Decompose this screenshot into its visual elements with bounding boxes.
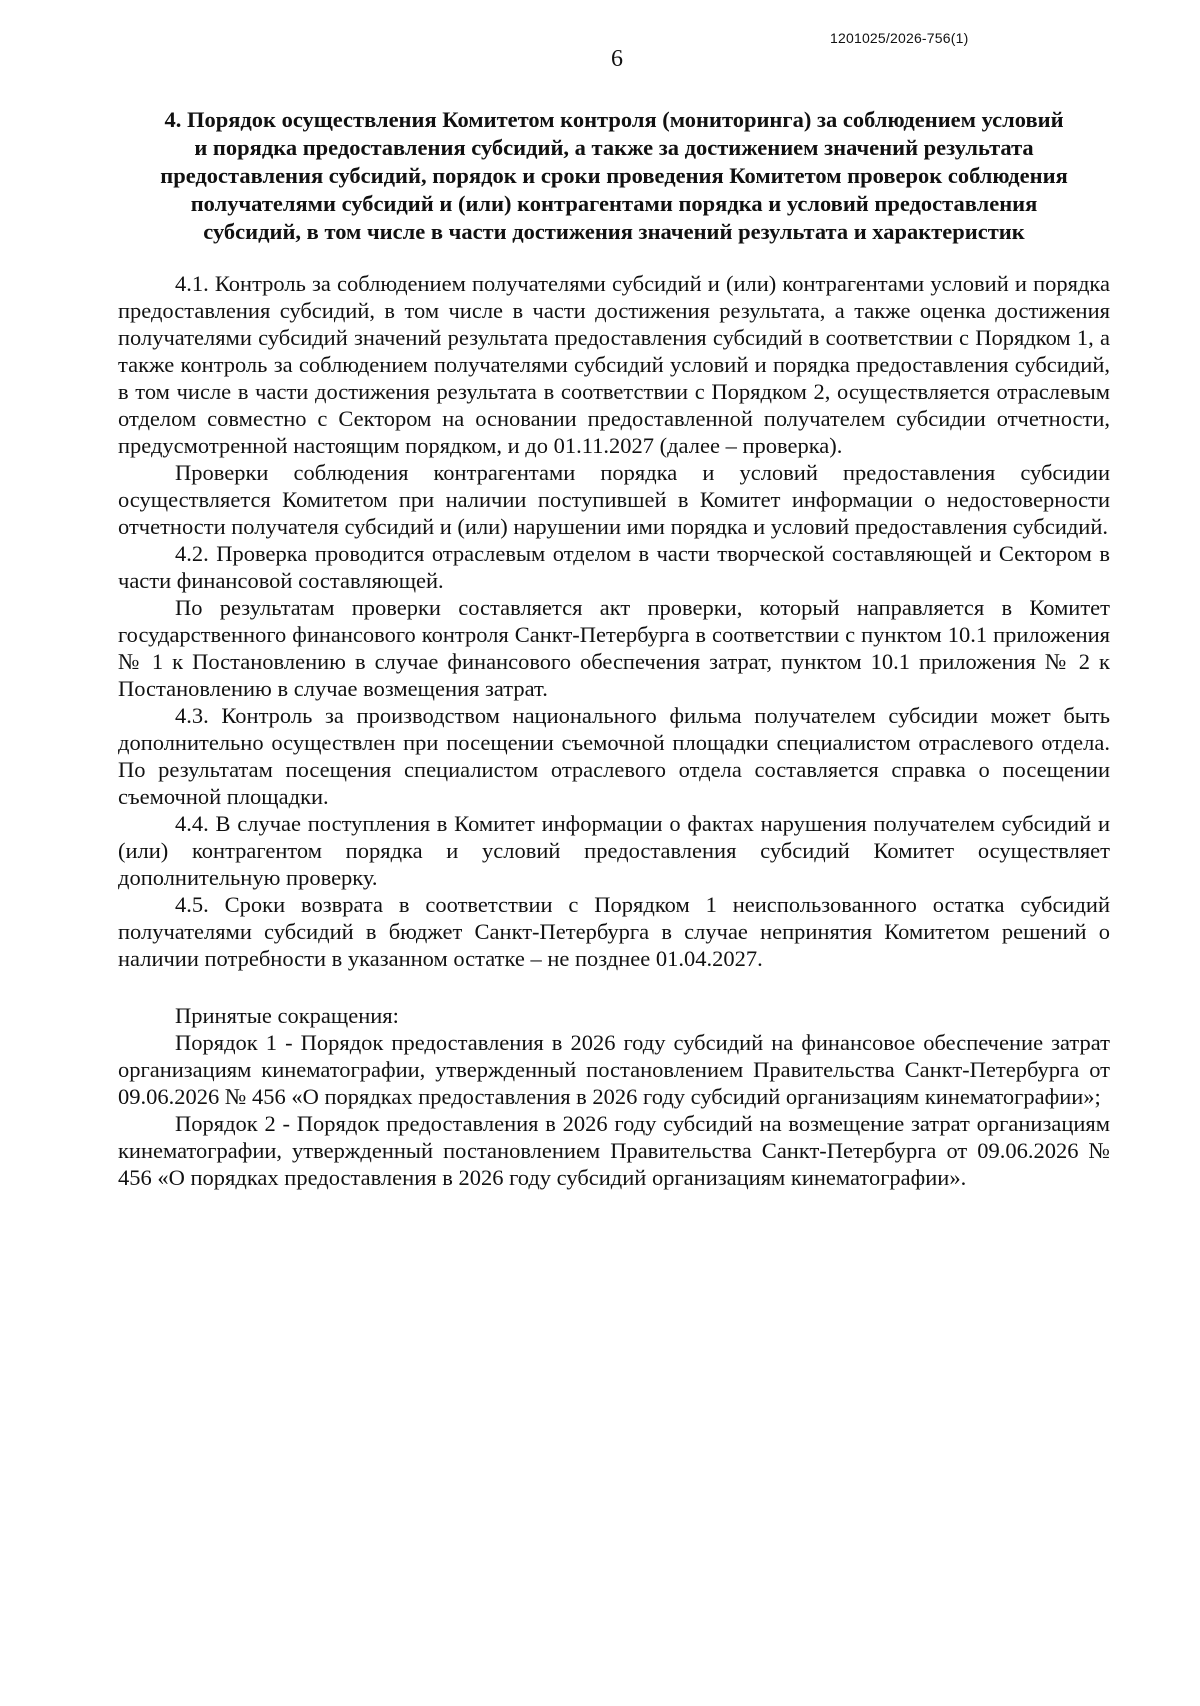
section-heading-line: и порядка предоставления субсидий, а также за достижением значений результата (194, 135, 1034, 160)
section-heading (118, 106, 1110, 246)
abbreviations-heading: Принятые сокращения: (175, 1003, 399, 1028)
paragraph-4-5: 4.5. Сроки возврата в соответствии с Порядком 1 неиспользованного остатка субсидий получателями субсидий в бюджет Санкт-Петербурга в случае непринятия Комитетом решений о наличии потребности в указанном остатке – не позднее 01.04.2027. (118, 892, 1110, 971)
section-heading-line: 4. Порядок осуществления Комитетом контроля (мониторинга) за соблюдением условий (164, 107, 1064, 132)
abbreviation-order-2: Порядок 2 - Порядок предоставления в 2026 году субсидий на возмещение затрат организациям кинематографии, утвержденный постановлением Правительства Санкт-Петербурга от 09.06.2026 № 456 «О порядках предоставления в 2026 году субсидий организациям кинематографии». (118, 1111, 1110, 1190)
paragraph-4-3: 4.3. Контроль за производством национального фильма получателем субсидии может быть дополнительно осуществлен при посещении съемочной площадки специалистом отраслевого отдела. По результатам посещения специалистом отраслевого отдела составляется справка о посещении съемочной площадки. (118, 703, 1110, 809)
section-heading-line: субсидий, в том числе в части достижения значений результата и характеристик (203, 219, 1025, 244)
document-code: 1201025/2026-756(1) (830, 30, 969, 46)
abbreviation-order-1: Порядок 1 - Порядок предоставления в 2026 году субсидий на финансовое обеспечение затрат организациям кинематографии, утвержденный постановлением Правительства Санкт-Петербурга от 09.06.2026 № 456 «О порядках предоставления в 2026 году субсидий организациям кинематографии»; (118, 1030, 1110, 1109)
body-text (118, 270, 1110, 1191)
paragraph-inspection-act: По результатам проверки составляется акт проверки, который направляется в Комитет государственного финансового контроля Санкт-Петербурга в соответствии с пунктом 10.1 приложения № 1 к Постановлению в случае финансового обеспечения затрат, пунктом 10.1 приложения № 2 к Постановлению в случае возмещения затрат. (118, 595, 1110, 701)
page-number: 6 (611, 46, 623, 72)
paragraph-4-4: 4.4. В случае поступления в Комитет информации о фактах нарушения получателем субсидий и (или) контрагентом порядка и условий предоставления субсидий Комитет осуществляет дополнительную проверку. (118, 811, 1110, 890)
section-heading-line: получателями субсидий и (или) контрагентами порядка и условий предоставления (190, 191, 1038, 216)
paragraph-contractor-checks: Проверки соблюдения контрагентами порядка и условий предоставления субсидии осуществляется Комитетом при наличии поступившей в Комитет информации о недостоверности отчетности получателя субсидий и (или) нарушении ими порядка и условий предоставления субсидий. (118, 460, 1110, 539)
paragraph-4-1: 4.1. Контроль за соблюдением получателями субсидий и (или) контрагентами условий и порядка предоставления субсидий, в том числе в части достижения результата, а также оценка достижения получателями субсидий значений результата предоставления субсидий в соответствии с Порядком 1, а также контроль за соблюдением получателями субсидий условий и порядка предоставления субсидий, в том числе в части достижения результата в соответствии с Порядком 2, осуществляется отраслевым отделом совместно с Сектором на основании предоставленной получателем субсидии отчетности, предусмотренной настоящим порядком, и до 01.11.2027 (далее – проверка). (118, 271, 1110, 458)
section-heading-line: предоставления субсидий, порядок и сроки проведения Комитетом проверок соблюдения (160, 163, 1068, 188)
paragraph-4-2: 4.2. Проверка проводится отраслевым отделом в части творческой составляющей и Сектором в части финансовой составляющей. (118, 541, 1110, 593)
